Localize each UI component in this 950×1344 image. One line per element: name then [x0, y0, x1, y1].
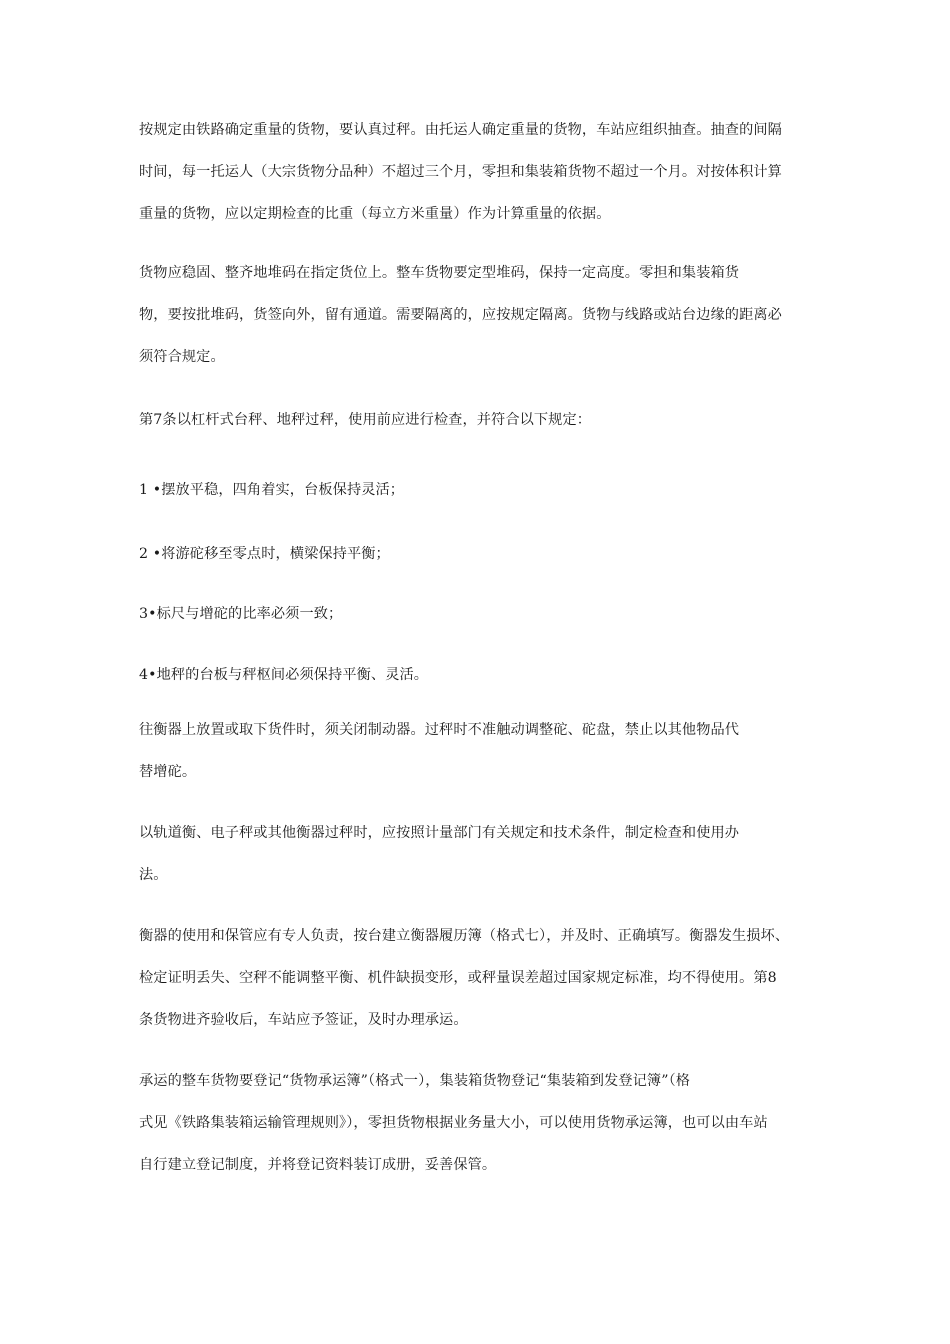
list-item: 2 •将游砣移至零点时，横梁保持平衡； — [139, 546, 390, 562]
text-line: 以轨道衡、电子秤或其他衡器过秤时，应按照计量部门有关规定和技术条件，制定检查和使用办 — [139, 825, 740, 841]
text-line: 检定证明丢失、空秤不能调整平衡、机件缺损变形，或秤量误差超过国家规定标准，均不得使用。第8 — [139, 970, 777, 986]
text-line: 衡器的使用和保管应有专人负责，按台建立衡器履历簿（格式七），并及时、正确填写。衡器发生损坏、 — [139, 928, 790, 944]
text-line: 替增砣。 — [139, 764, 197, 780]
list-item: 4•地秤的台板与秤枢间必须保持平衡、灵活。 — [139, 667, 429, 683]
text-line: 按规定由铁路确定重量的货物，要认真过秤。由托运人确定重量的货物，车站应组织抽查。抽查的间隔 — [139, 122, 782, 138]
text-line: 自行建立登记制度，并将登记资料装订成册，妥善保管。 — [139, 1157, 497, 1173]
list-item: 3•标尺与增砣的比率必须一致； — [139, 606, 343, 622]
text-line: 法。 — [139, 867, 168, 883]
text-line: 条货物进齐验收后，车站应予签证，及时办理承运。 — [139, 1012, 468, 1028]
list-item: 1 •摆放平稳，四角着实，台板保持灵活； — [139, 482, 405, 498]
text-line: 往衡器上放置或取下货件时，须关闭制动器。过秤时不准触动调整砣、砣盘，禁止以其他物品代 — [139, 722, 740, 738]
text-line: 货物应稳固、整齐地堆码在指定货位上。整车货物要定型堆码，保持一定高度。零担和集装箱货 — [139, 265, 740, 281]
text-line: 承运的整车货物要登记“货物承运簿”（格式一），集装箱货物登记“集装箱到发登记簿”（格 — [139, 1073, 691, 1089]
text-line: 时间，每一托运人（大宗货物分品种）不超过三个月，零担和集装箱货物不超过一个月。对按体积计算 — [139, 164, 782, 180]
text-line: 重量的货物，应以定期检查的比重（每立方米重量）作为计算重量的依据。 — [139, 206, 611, 222]
text-line: 第7条以杠杆式台秤、地秤过秤，使用前应进行检查，并符合以下规定： — [139, 412, 592, 428]
text-line: 物，要按批堆码，货签向外，留有通道。需要隔离的，应按规定隔离。货物与线路或站台边缘的距离必 — [139, 307, 782, 323]
text-line: 须符合规定。 — [139, 349, 225, 365]
text-line: 式见《铁路集装箱运输管理规则》），零担货物根据业务量大小，可以使用货物承运簿，也可以由车站 — [139, 1115, 768, 1131]
